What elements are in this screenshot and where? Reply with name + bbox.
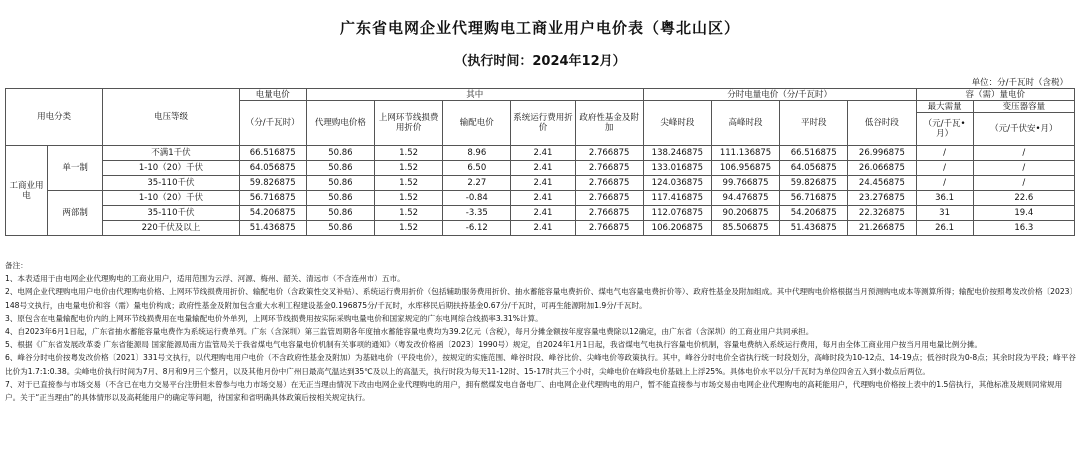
price-table (5, 88, 1075, 236)
cell-sharp: 112.076875 (643, 206, 711, 221)
header-max-demand-unit: （元/千瓦•月） (916, 113, 973, 146)
header-capacity: 容（需）量电价 (916, 89, 1075, 101)
cell-fund: 2.766875 (575, 191, 643, 206)
cell-energy: 64.056875 (239, 161, 306, 176)
cell-demand: 36.1 (916, 191, 973, 206)
cell-valley: 21.266875 (848, 221, 916, 236)
cell-fund: 2.766875 (575, 206, 643, 221)
header-agency-price: 代理购电价格 (306, 101, 374, 146)
cell-transformer: 19.4 (973, 206, 1074, 221)
header-flat: 平时段 (780, 101, 848, 146)
header-transformer-unit: （元/千伏安•月） (973, 113, 1074, 146)
cell-transformer: / (973, 146, 1074, 161)
execution-time: （执行时间：2024年12月） (454, 54, 626, 69)
page-title: 广东省电网企业代理购电工商业用户电价表（粤北山区） (339, 19, 740, 37)
group-main: 工商业用电 (6, 146, 48, 236)
cell-transmission: -3.35 (443, 206, 511, 221)
cell-fund: 2.766875 (575, 146, 643, 161)
cell-loss: 1.52 (375, 146, 443, 161)
cell-loss: 1.52 (375, 206, 443, 221)
header-upper-grid-loss: 上网环节线损费用折价 (375, 101, 443, 146)
unit-label: 单位：分/千瓦时（含税） (971, 78, 1068, 88)
cell-transmission: 2.27 (443, 176, 511, 191)
header-energy-price-unit: （分/千瓦时） (239, 101, 306, 146)
cell-voltage: 35-110千伏 (103, 206, 239, 221)
cell-peak: 106.956875 (711, 161, 779, 176)
cell-transmission: 6.50 (443, 161, 511, 176)
cell-voltage: 35-110千伏 (103, 176, 239, 191)
note-item: 7、对于已直接参与市场交易（不含已在电力交易平台注册但未曾参与电力市场交易）在无正当理由情况下改由电网企业代理购电的用户，拥有燃煤发电自备电厂、由电网企业代理购电的用户，暂不能直接参与市场交易由电网企业代理购电的高耗能用户，代理购电价格按上表中的1.5倍执行，其他标准及规则同常规用户。关于“正当理由”的具体情形以及高耗能用户的确定等问题，待国家和省明确具体政策后按相关规定执行。 (5, 379, 1063, 403)
cell-peak: 90.206875 (711, 206, 779, 221)
cell-demand: / (916, 146, 973, 161)
cell-peak: 99.766875 (711, 176, 779, 191)
header-peak-sharp: 尖峰时段 (643, 101, 711, 146)
group-single: 单一制 (48, 146, 103, 191)
cell-voltage: 不满1千伏 (103, 146, 239, 161)
cell-valley: 26.066875 (848, 161, 916, 176)
header-transmission: 输配电价 (443, 101, 511, 146)
cell-peak: 94.476875 (711, 191, 779, 206)
header-energy-price: 电量电价 (239, 89, 306, 101)
cell-system: 2.41 (511, 191, 575, 206)
cell-transmission: 8.96 (443, 146, 511, 161)
cell-fund: 2.766875 (575, 221, 643, 236)
group-two-part: 两部制 (48, 191, 103, 236)
table-row (6, 161, 1075, 176)
cell-demand: / (916, 161, 973, 176)
cell-voltage: 1-10（20）千伏 (103, 161, 239, 176)
cell-loss: 1.52 (375, 221, 443, 236)
cell-flat: 54.206875 (780, 206, 848, 221)
table-row (6, 206, 1075, 221)
cell-energy: 56.716875 (239, 191, 306, 206)
cell-energy: 59.826875 (239, 176, 306, 191)
cell-voltage: 1-10（20）千伏 (103, 191, 239, 206)
cell-flat: 64.056875 (780, 161, 848, 176)
table-row (6, 221, 1075, 236)
cell-agency: 50.86 (306, 161, 374, 176)
note-item: 3、原包含在电量输配电价内的上网环节线损费用在电量输配电价外单列，上网环节线损费用按实际采购电量电价和国家规定的广东电网综合线损率3.31%计算。 (5, 313, 543, 323)
header-system-cost: 系统运行费用折价 (511, 101, 575, 146)
cell-voltage: 220千伏及以上 (103, 221, 239, 236)
notes-section (5, 259, 1077, 404)
cell-peak: 111.136875 (711, 146, 779, 161)
header-transformer: 变压器容量 (973, 101, 1074, 113)
cell-system: 2.41 (511, 161, 575, 176)
note-item: 2、电网企业代理购电用户电价由代理购电价格、上网环节线损费用折价、输配电价（含政策性交叉补贴）、系统运行费用折价（包括辅助服务费用折价、抽水蓄能容量电费折价、煤电气电容量电费折价等）、政府性基金及附加组成。其中代理购电价格根据当月预测购电成本等测算所得；输配电价按照粤发改价格〔2023〕148号文执行，由电量电价和容（需）量电价构成；政府性基金及附加包含重大水利工程建设基金0.196875分/千瓦时，水库移民后期扶持基金0.67分/千瓦时，可再生能源附加1.9分/千瓦时。 (5, 287, 1074, 310)
cell-valley: 24.456875 (848, 176, 916, 191)
cell-fund: 2.766875 (575, 161, 643, 176)
cell-agency: 50.86 (306, 221, 374, 236)
cell-system: 2.41 (511, 176, 575, 191)
cell-system: 2.41 (511, 206, 575, 221)
cell-valley: 23.276875 (848, 191, 916, 206)
note-item: 6、峰谷分时电价按粤发改价格〔2021〕331号文执行，以代理购电用户电价（不含政府性基金及附加）为基础电价（平段电价），按规定的实施范围、峰谷时段、峰谷比价、尖峰电价等政策执行。其中，峰谷分时电价全省执行统一时段划分，高峰时段为10-12点、14-19点；低谷时段为0-8点；其余时段为平段；峰平谷比价为1.7:1:0.38。尖峰电价执行时间为7月、8月和9月三个整月，以及其他月份中广州日最高气温达到35℃及以上的高温天，执行时段为每天11-12时、15-17时共三个小时，尖峰电价在峰段电价基础上上浮25%。具体电价水平以分/千瓦时为单位四舍五入到小数点后两位。 (5, 353, 1076, 376)
cell-transformer: / (973, 161, 1074, 176)
table-row (6, 176, 1075, 191)
cell-loss: 1.52 (375, 191, 443, 206)
cell-agency: 50.86 (306, 176, 374, 191)
cell-flat: 56.716875 (780, 191, 848, 206)
cell-valley: 22.326875 (848, 206, 916, 221)
cell-demand: 31 (916, 206, 973, 221)
note-item: 4、自2023年6月1日起，广东省抽水蓄能容量电费作为系统运行费单列。广东（含深圳）第三监管周期各年度抽水蓄能容量电费均为39.2亿元（含税），每月分摊金额按年度容量电费除以12确定，由广东省（含深圳）的工商业用户共同承担。 (5, 327, 814, 337)
note-item: 5、根据《广东省发展改革委 广东省能源局 国家能源局南方监管局关于我省煤电气电容量电价机制有关事项的通知》（粤发改价格函〔2023〕1990号）规定，自2024年1月1日起，我省煤电气电执行容量电价机制，容量电费纳入系统运行费用，每月由全体工商业用户按当月用电量比例分摊。 (5, 340, 983, 350)
header-peak: 高峰时段 (711, 101, 779, 146)
cell-sharp: 117.416875 (643, 191, 711, 206)
header-among: 其中 (306, 89, 643, 101)
cell-loss: 1.52 (375, 161, 443, 176)
cell-energy: 51.436875 (239, 221, 306, 236)
cell-transmission: -6.12 (443, 221, 511, 236)
cell-transformer: / (973, 176, 1074, 191)
cell-flat: 66.516875 (780, 146, 848, 161)
table-row (6, 146, 1075, 161)
cell-flat: 51.436875 (780, 221, 848, 236)
cell-agency: 50.86 (306, 146, 374, 161)
cell-peak: 85.506875 (711, 221, 779, 236)
cell-flat: 59.826875 (780, 176, 848, 191)
cell-agency: 50.86 (306, 206, 374, 221)
cell-demand: / (916, 176, 973, 191)
notes-heading: 备注： (5, 261, 28, 270)
header-valley: 低谷时段 (848, 101, 916, 146)
header-category: 用电分类 (6, 89, 103, 146)
cell-system: 2.41 (511, 221, 575, 236)
cell-valley: 26.996875 (848, 146, 916, 161)
cell-sharp: 133.016875 (643, 161, 711, 176)
cell-fund: 2.766875 (575, 176, 643, 191)
cell-energy: 66.516875 (239, 146, 306, 161)
cell-sharp: 138.246875 (643, 146, 711, 161)
cell-agency: 50.86 (306, 191, 374, 206)
table-row (6, 191, 1075, 206)
header-tou: 分时电量电价（分/千瓦时） (643, 89, 916, 101)
cell-transformer: 16.3 (973, 221, 1074, 236)
header-gov-fund: 政府性基金及附加 (575, 101, 643, 146)
cell-energy: 54.206875 (239, 206, 306, 221)
cell-demand: 26.1 (916, 221, 973, 236)
header-max-demand: 最大需量 (916, 101, 973, 113)
note-item: 1、本表适用于由电网企业代理购电的工商业用户，适用范围为云浮、河源、梅州、韶关、清远市（不含连州市）五市。 (5, 274, 405, 284)
cell-sharp: 106.206875 (643, 221, 711, 236)
cell-loss: 1.52 (375, 176, 443, 191)
cell-transformer: 22.6 (973, 191, 1074, 206)
cell-system: 2.41 (511, 146, 575, 161)
header-voltage: 电压等级 (103, 89, 239, 146)
cell-transmission: -0.84 (443, 191, 511, 206)
cell-sharp: 124.036875 (643, 176, 711, 191)
